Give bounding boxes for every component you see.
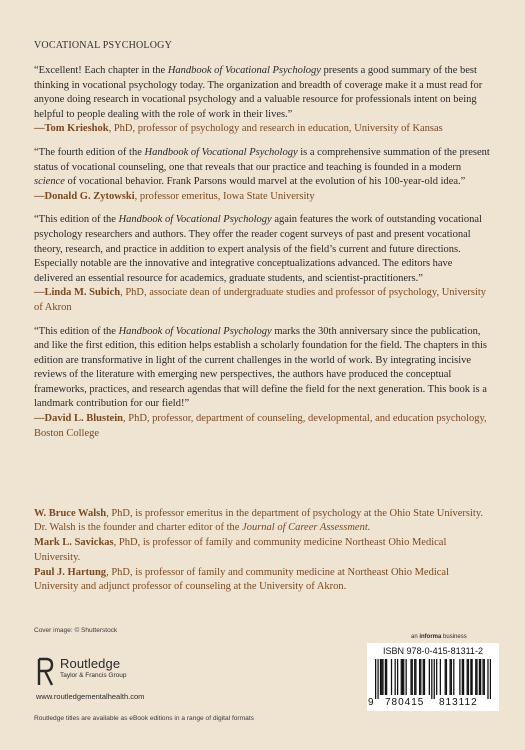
author-description: , PhD, is professor emeritus in the department of psychology at the Ohio State University. Dr. Walsh is the founder and charter editor of the Journal of Career Assessment. [34, 508, 484, 534]
barcode-bar [386, 659, 387, 695]
barcode-bar [479, 659, 480, 695]
barcode-bar [429, 659, 430, 695]
barcode-bar [410, 659, 411, 695]
review-quote: “This edition of the Handbook of Vocational Psychology again features the work of outstanding vocational psychology researchers and authors. They offer the reader cogent surveys of past and present vocational theory, research, and practice in addition to expert analysis of the field’s current and future directions. Especially notable are the innovative and integrative conceptualizations advanced. The editors have delivered an essential resource for academics, graduate students, and scientist-practitioners.” [34, 214, 482, 284]
barcode-bar [402, 659, 403, 695]
author-description: , PhD, is professor of family and community medicine at Northeast Ohio Medical University and adjunct professor of counseling at the University of Akron. [34, 566, 449, 593]
barcode-digit-lead: 9 [368, 697, 375, 708]
review [34, 64, 492, 137]
barcode-bar [475, 659, 476, 695]
publisher-block [36, 655, 236, 705]
review [34, 213, 492, 315]
barcode-bar [446, 659, 447, 695]
barcode-digits-right: 813112 [439, 697, 478, 708]
barcode-bar [453, 659, 454, 695]
barcode-bar [403, 659, 404, 695]
review-attribution [34, 412, 492, 441]
reviews-section [34, 64, 492, 450]
barcode-bars [375, 659, 491, 699]
informa-business-label [411, 634, 467, 640]
barcode-bar [449, 659, 450, 695]
reviewer-title: , professor emeritus, Iowa State University [134, 190, 315, 202]
barcode-bar [459, 659, 460, 695]
barcode-bar [424, 659, 425, 695]
review-attribution [34, 190, 492, 205]
barcode-bar [381, 659, 382, 695]
informa-brand: informa [419, 634, 442, 640]
review-attribution [34, 122, 492, 137]
barcode-bar [445, 659, 446, 695]
barcode-bar [397, 659, 398, 695]
barcode-bar [471, 659, 472, 695]
authors-section [34, 507, 492, 595]
review-quote: “This edition of the Handbook of Vocational Psychology marks the 30th anniversary since the publication, and like the first edition, this edition helps establish a scholarly foundation for the field. The chapters in this edition are transformative in light of the current challenges in the world of work. By integrating incisive reviews of the literature with emerging new perspectives, the authors have produced the conceptual frameworks, practices, and research agendas that will define the field for the next generation. This book is a landmark contribution for our field!” [34, 325, 487, 410]
publisher-name: Routledge [60, 656, 121, 671]
barcode-digits-left: 780415 [385, 697, 425, 708]
reviewer-title: , PhD, professor of psychology and research in education, University of Kansas [108, 123, 443, 135]
reviewer-name: —Tom Krieshok [34, 123, 109, 135]
ebook-note: Routledge titles are available as eBook editions in a range of digital formats [34, 715, 254, 722]
reviewer-title: , PhD, professor, department of counseling, developmental, and education psychology, Boston College [34, 413, 487, 439]
review [34, 146, 492, 204]
barcode-bar [490, 659, 491, 699]
barcode-bar [391, 659, 392, 695]
barcode-bar [423, 659, 424, 695]
barcode-bar [487, 659, 488, 699]
barcode-bar [451, 659, 452, 695]
author-bio [34, 536, 492, 564]
barcode-bar [482, 659, 483, 695]
barcode-bar [414, 659, 415, 695]
barcode-bar [419, 659, 420, 695]
review-quote: “Excellent! Each chapter in the Handbook of Vocational Psychology presents a good summary of the best thinking in vocational psychology today. The organization and breadth of coverage make it a must read for anyone doing research in vocational psychology and a valuable resource for professionals intent on being helpful to people dealing with the role of work in their lives.” [34, 65, 483, 120]
barcode-bar [395, 659, 396, 695]
barcode-bar [434, 659, 435, 699]
isbn-label: ISBN 978-0-415-81311-2 [383, 646, 483, 656]
reviewer-name: —Donald G. Zytowski [34, 190, 135, 202]
barcode-bar [385, 659, 386, 695]
barcode-bar [436, 659, 437, 695]
barcode-bar [484, 659, 485, 695]
barcode-bar [415, 659, 416, 695]
publisher-group: Taylor & Francis Group [60, 672, 127, 679]
barcode-bar [470, 659, 471, 695]
barcode-bar [462, 659, 463, 695]
barcode-bar [431, 659, 432, 699]
informa-suffix: business [441, 634, 467, 640]
reviewer-name: —David L. Blustein [34, 413, 123, 425]
reviewer-name: —Linda M. Subich [34, 287, 121, 299]
barcode-bar [468, 659, 469, 695]
barcode-bar [463, 659, 464, 695]
barcode-bar [382, 659, 383, 695]
isbn-barcode [367, 643, 499, 711]
barcode-bar [380, 659, 381, 695]
review-attribution [34, 286, 492, 315]
author-bio [34, 566, 492, 594]
barcode-bar [375, 659, 376, 699]
barcode-bar [476, 659, 477, 695]
reviewer-title: , PhD, associate dean of undergraduate studies and professor of psychology, University of Akron [34, 287, 487, 313]
author-bio [34, 507, 492, 535]
barcode-bar [401, 659, 402, 695]
barcode-bar [467, 659, 468, 695]
review [34, 325, 492, 442]
publisher-url: www.routledgementalhealth.com [36, 692, 145, 701]
cover-image-credit: Cover image: © Shutterstock [34, 627, 118, 634]
author-name: Paul J. Hartung [34, 566, 107, 578]
barcode-bar [377, 659, 378, 699]
barcode-bar [406, 659, 407, 695]
barcode-bar [440, 659, 441, 695]
barcode-bar [412, 659, 413, 695]
routledge-logo-icon [36, 657, 54, 687]
barcode-bar [480, 659, 481, 695]
barcode-bar [420, 659, 421, 695]
author-name: Mark L. Savickas [34, 537, 114, 549]
author-description: , PhD, is professor of family and community medicine Northeast Ohio Medical University. [34, 537, 447, 563]
informa-prefix: an [411, 634, 420, 640]
review-quote: “The fourth edition of the Handbook of Vocational Psychology is a comprehensive summation of the present status of vocational counseling, one that reveals that our practice and teaching is founded in a modern science of vocational behavior. Frank Parsons would marvel at the evolution of his 100-year-old idea.” [34, 146, 490, 188]
author-name: W. Bruce Walsh [34, 508, 107, 519]
category-label: VOCATIONAL PSYCHOLOGY [34, 40, 172, 51]
